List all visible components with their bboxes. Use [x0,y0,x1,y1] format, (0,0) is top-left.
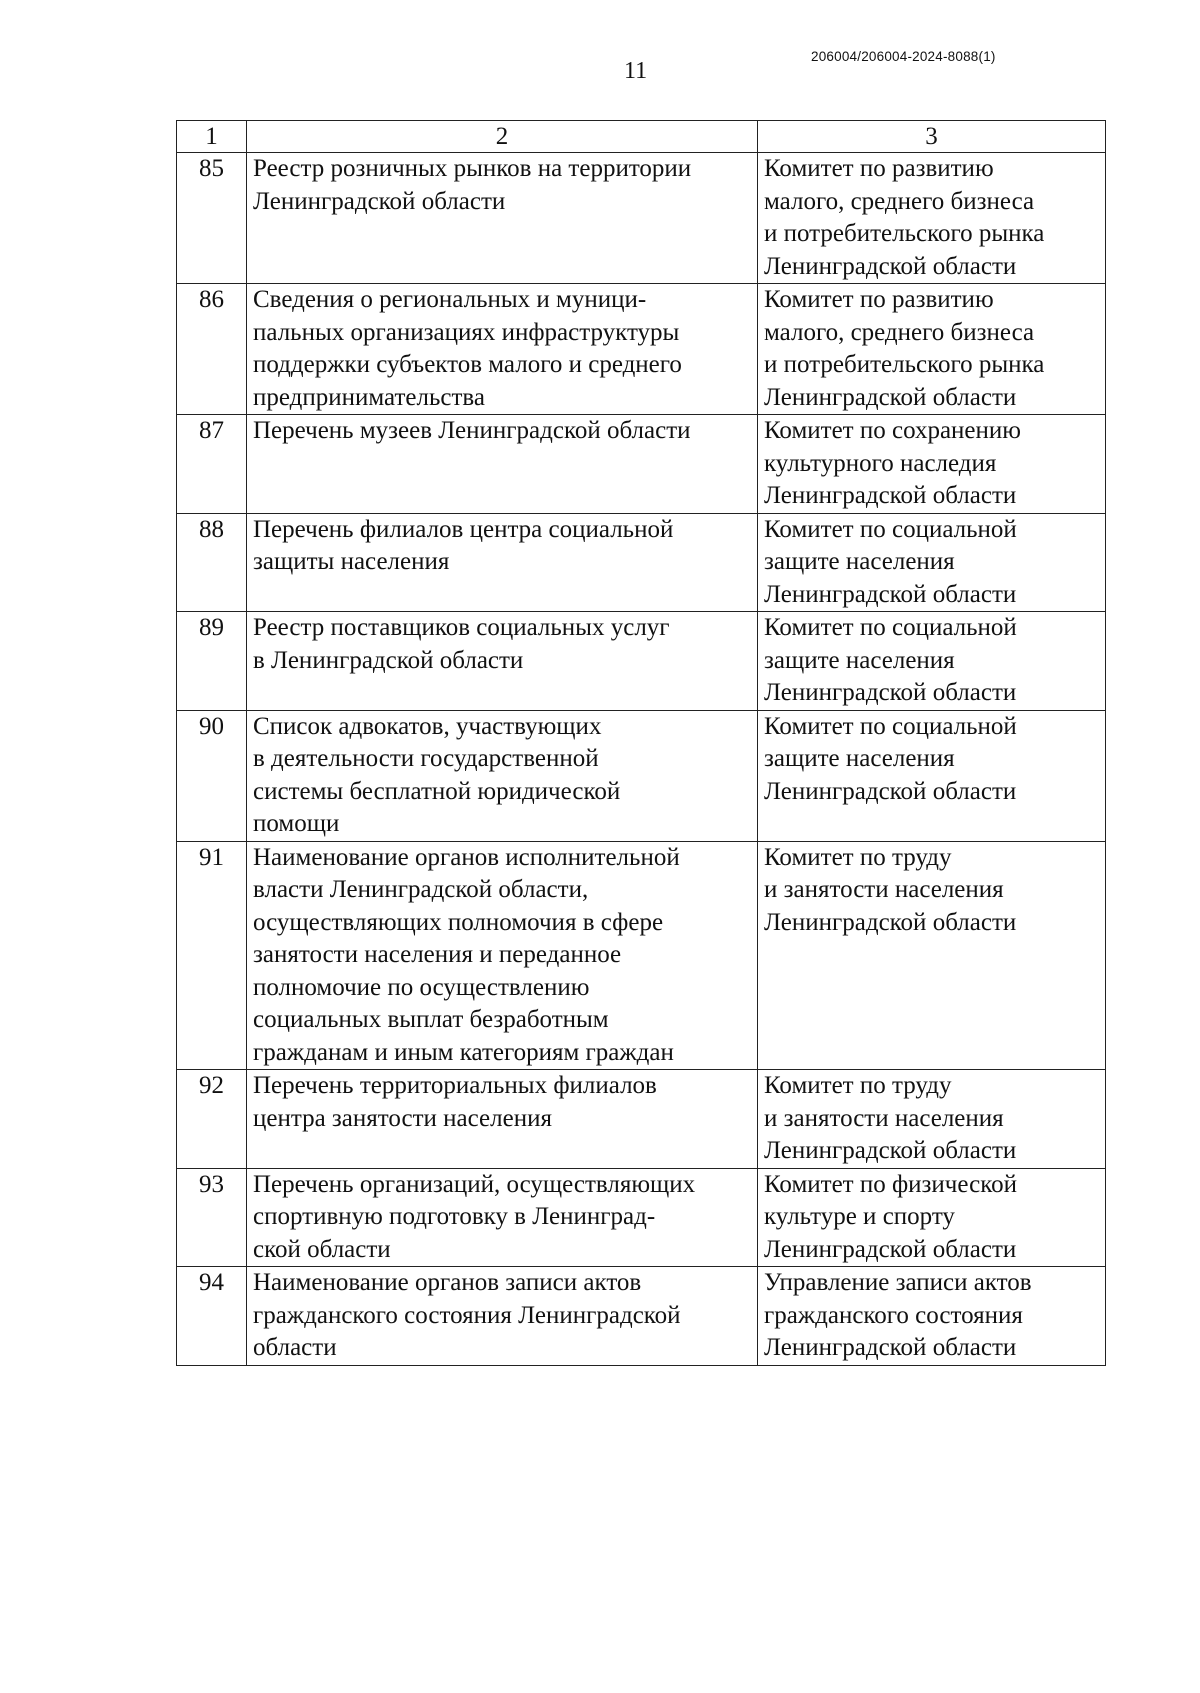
table-header [177,121,1106,153]
responsible-authority: Комитет по сохранению культурного наследия Ленинградской области [758,415,1106,514]
registry-name: Перечень территориальных филиалов центра занятости населения [247,1070,758,1169]
registry-name: Наименование органов исполнительной власти Ленинградской области, осуществляющих полномочия в сфере занятости населения и переданное полномочие по осуществлению социальных выплат безработным гражданам и иным категориям граждан [247,841,758,1070]
registry-name: Перечень музеев Ленинградской области [247,415,758,514]
header-column-number: 1 [177,121,247,153]
row-number: 89 [177,612,247,711]
table-row [177,415,1106,514]
table-body [177,153,1106,1366]
table-row [177,612,1106,711]
registry-table [176,120,1106,1366]
table-row [177,1168,1106,1267]
registry-name: Перечень организаций, осуществляющих спортивную подготовку в Ленинград- ской области [247,1168,758,1267]
row-number: 88 [177,513,247,612]
responsible-authority: Комитет по социальной защите населения Ленинградской области [758,710,1106,841]
registry-name: Перечень филиалов центра социальной защиты населения [247,513,758,612]
header-column-authority: 3 [758,121,1106,153]
header-column-name: 2 [247,121,758,153]
responsible-authority: Комитет по труду и занятости населения Ленинградской области [758,1070,1106,1169]
responsible-authority: Комитет по развитию малого, среднего бизнеса и потребительского рынка Ленинградской области [758,153,1106,284]
table-row [177,1070,1106,1169]
registry-name: Сведения о региональных и муници- пальных организациях инфраструктуры поддержки субъектов малого и среднего предпринимательства [247,284,758,415]
responsible-authority: Комитет по труду и занятости населения Ленинградской области [758,841,1106,1070]
table-row [177,153,1106,284]
table-row [177,284,1106,415]
row-number: 92 [177,1070,247,1169]
page-number: 11 [624,58,648,84]
header-row [177,121,1106,153]
responsible-authority: Комитет по социальной защите населения Ленинградской области [758,612,1106,711]
row-number: 93 [177,1168,247,1267]
row-number: 90 [177,710,247,841]
registry-name: Список адвокатов, участвующих в деятельности государственной системы бесплатной юридической помощи [247,710,758,841]
responsible-authority: Комитет по социальной защите населения Ленинградской области [758,513,1106,612]
responsible-authority: Комитет по физической культуре и спорту Ленинградской области [758,1168,1106,1267]
registry-name: Реестр розничных рынков на территории Ленинградской области [247,153,758,284]
table-row [177,1267,1106,1366]
row-number: 91 [177,841,247,1070]
registry-name: Реестр поставщиков социальных услуг в Ленинградской области [247,612,758,711]
row-number: 94 [177,1267,247,1366]
responsible-authority: Управление записи актов гражданского состояния Ленинградской области [758,1267,1106,1366]
table-row [177,841,1106,1070]
row-number: 87 [177,415,247,514]
table-row [177,710,1106,841]
responsible-authority: Комитет по развитию малого, среднего бизнеса и потребительского рынка Ленинградской области [758,284,1106,415]
table-row [177,513,1106,612]
document-id: 206004/206004-2024-8088(1) [811,49,996,64]
registry-name: Наименование органов записи актов гражданского состояния Ленинградской области [247,1267,758,1366]
row-number: 86 [177,284,247,415]
row-number: 85 [177,153,247,284]
